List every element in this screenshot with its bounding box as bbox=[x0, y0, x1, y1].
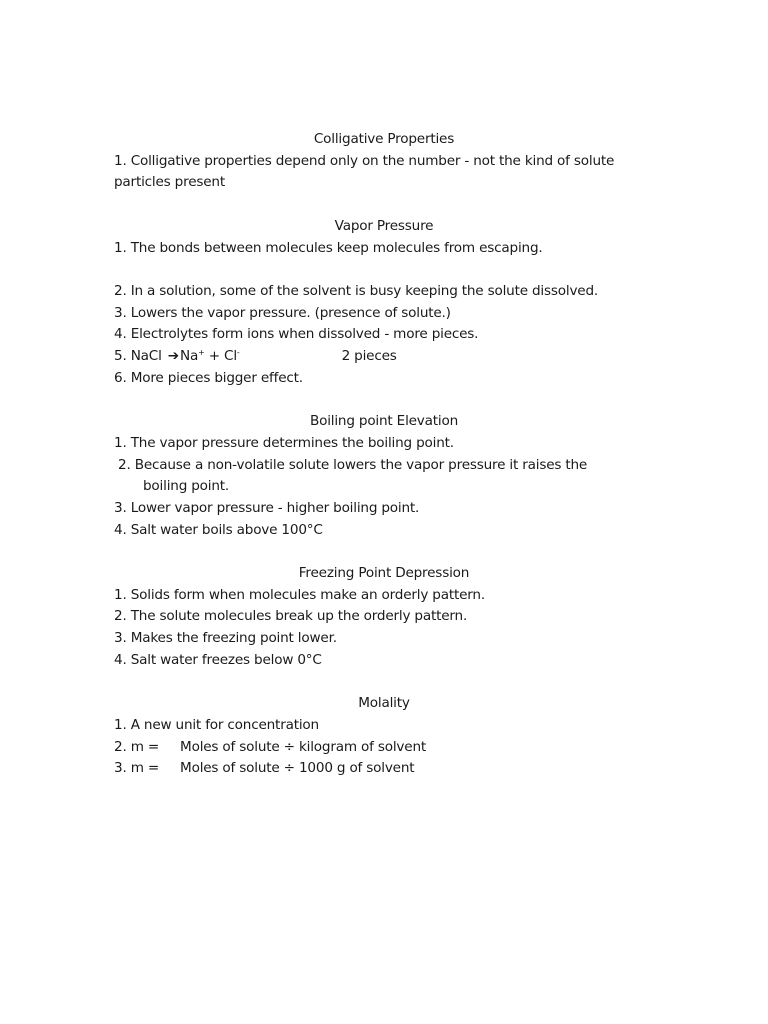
molality-item-3-prefix: 3. m = bbox=[114, 760, 160, 777]
molality-item-3 bbox=[114, 758, 654, 780]
boiling-item-4: 4. Salt water boils above 100°C bbox=[114, 521, 323, 538]
vapor-item-2: 2. In a solution, some of the solvent is busy keeping the solute dissolved. bbox=[114, 282, 599, 299]
chloride-charge: - bbox=[236, 348, 240, 357]
chloride-symbol: + Cl bbox=[204, 348, 237, 364]
boiling-item-2-line-2: boiling point. bbox=[143, 478, 230, 495]
spacer bbox=[114, 194, 654, 216]
right-arrow-icon: ➔ bbox=[167, 348, 179, 364]
section-title-boiling-point: Boiling point Elevation bbox=[309, 413, 459, 430]
molality-item-1: 1. A new unit for concentration bbox=[114, 716, 319, 733]
boiling-item-2-line-1: 2. Because a non-volatile solute lowers the vapor pressure it raises the bbox=[118, 456, 588, 473]
molality-item-2-prefix: 2. m = bbox=[114, 738, 160, 755]
vapor-item-3: 3. Lowers the vapor pressure. (presence of solute.) bbox=[114, 304, 451, 321]
sodium-symbol: Na bbox=[179, 348, 199, 364]
spacer bbox=[114, 389, 654, 411]
freezing-item-1: 1. Solids form when molecules make an orderly pattern. bbox=[114, 586, 485, 603]
spacer bbox=[114, 672, 654, 694]
freezing-item-4: 4. Salt water freezes below 0°C bbox=[114, 651, 322, 668]
freezing-item-2: 2. The solute molecules break up the orderly pattern. bbox=[114, 608, 468, 625]
boiling-item-1: 1. The vapor pressure determines the boiling point. bbox=[114, 434, 454, 451]
section-title-molality: Molality bbox=[358, 695, 410, 712]
boiling-item-3: 3. Lower vapor pressure - higher boiling point. bbox=[114, 499, 420, 516]
section-title-colligative: Colligative Properties bbox=[313, 131, 455, 147]
vapor-item-1: 1. The bonds between molecules keep molecules from escaping. bbox=[114, 239, 543, 256]
colligative-item-1: 1. Colligative properties depend only on the number - not the kind of solute particles present bbox=[114, 152, 615, 191]
vapor-item-5 bbox=[114, 346, 654, 368]
molality-item-3-text: Moles of solute ÷ 1000 g of solvent bbox=[180, 760, 415, 777]
vapor-item-5-prefix: 5. NaCl bbox=[114, 348, 166, 364]
section-title-freezing-point: Freezing Point Depression bbox=[298, 565, 470, 581]
molality-item-2-text: Moles of solute ÷ kilogram of solvent bbox=[180, 738, 426, 755]
pieces-count: 2 pieces bbox=[341, 348, 397, 364]
spacer bbox=[114, 259, 654, 281]
spacer bbox=[114, 541, 654, 563]
document-content bbox=[114, 129, 654, 780]
vapor-item-4: 4. Electrolytes form ions when dissolved - more pieces. bbox=[114, 326, 479, 343]
sodium-charge: + bbox=[198, 348, 205, 357]
freezing-item-3: 3. Makes the freezing point lower. bbox=[114, 630, 337, 647]
section-title-vapor-pressure: Vapor Pressure bbox=[334, 217, 434, 234]
vapor-item-6: 6. More pieces bigger effect. bbox=[114, 369, 303, 386]
molality-item-2 bbox=[114, 737, 654, 759]
